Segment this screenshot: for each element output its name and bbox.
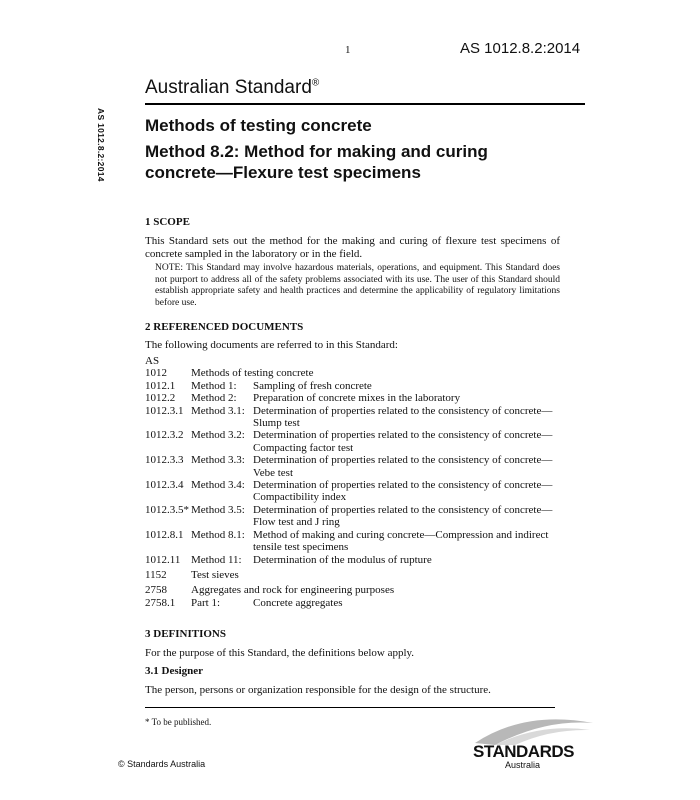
reference-title	[253, 554, 565, 566]
definitions-heading: 3 DEFINITIONS	[145, 628, 226, 640]
reference-title	[191, 569, 565, 581]
reference-method: Method 1:	[191, 379, 237, 392]
reference-title	[253, 429, 565, 454]
logo-subtext: Australia	[505, 760, 541, 770]
reference-title-line: Determination of properties related to the consistency of concrete—	[253, 454, 553, 467]
reference-number: 1012	[145, 367, 167, 380]
scope-heading: 1 SCOPE	[145, 216, 190, 228]
reference-number: 1152	[145, 568, 167, 581]
brand-name: Australian Standard	[145, 77, 312, 98]
reference-title-line: Determination of properties related to the consistency of concrete—	[253, 479, 553, 492]
reference-number: 2758.1	[145, 596, 176, 609]
reference-prefix: AS	[145, 355, 160, 367]
reference-title	[191, 367, 565, 379]
reference-row	[145, 529, 565, 554]
reference-number: 1012.2	[145, 392, 176, 405]
reference-title-line: Determination of properties related to the consistency of concrete—	[253, 404, 553, 417]
reference-row	[145, 504, 565, 529]
reference-title-line: Determination of properties related to the consistency of concrete—	[253, 503, 553, 516]
reference-row	[145, 479, 565, 504]
designer-heading: 3.1 Designer	[145, 665, 204, 677]
reference-row	[145, 454, 565, 479]
reference-method: Method 3.3:	[191, 454, 245, 467]
reference-title	[253, 405, 565, 430]
references-heading: 2 REFERENCED DOCUMENTS	[145, 321, 304, 333]
reference-method: Method 3.4:	[191, 479, 245, 492]
footnote: * To be published.	[145, 717, 212, 727]
reference-row	[145, 569, 565, 581]
reference-title-continuation: Slump test	[253, 417, 300, 430]
reference-row	[145, 405, 565, 430]
reference-row	[145, 584, 565, 596]
reference-title-line: Methods of testing concrete	[191, 367, 314, 380]
reference-title-continuation: Vebe test	[253, 466, 294, 479]
logo-wordmark: STANDARDS	[473, 742, 574, 761]
reference-row	[145, 429, 565, 454]
reference-title	[253, 529, 565, 554]
reference-number: 2758	[145, 584, 167, 597]
reference-method: Method 3.2:	[191, 429, 245, 442]
reference-number: 1012.3.3	[145, 454, 184, 467]
references-intro: The following documents are referred to in this Standard:	[145, 339, 398, 351]
definitions-intro: For the purpose of this Standard, the definitions below apply.	[145, 647, 415, 659]
reference-title-line: Concrete aggregates	[253, 596, 343, 609]
reference-method: Method 3.1:	[191, 404, 245, 417]
reference-number: 1012.3.4	[145, 479, 184, 492]
reference-title-continuation: Compactibility index	[253, 491, 347, 504]
header-rule	[145, 103, 585, 105]
reference-title	[253, 392, 565, 404]
copyright: © Standards Australia	[118, 759, 206, 769]
reference-title-continuation: tensile test specimens	[253, 541, 349, 554]
reference-title	[191, 584, 565, 596]
reference-title	[253, 597, 565, 609]
scope-note: NOTE: This Standard may involve hazardous materials, operations, and equipment. This Standard does not purport to address all of the safety problems associated with its use. The user of this Standard should establish appropriate safety and health practices and determine the applicability of regulatory limitations before use.	[155, 263, 560, 308]
reference-row	[145, 554, 565, 566]
reference-title-line: Determination of the modulus of rupture	[253, 553, 432, 566]
reference-title-continuation: Flow test and J ring	[253, 516, 340, 529]
title-line-2	[145, 141, 488, 183]
reference-title	[253, 454, 565, 479]
reference-title-line: Sampling of fresh concrete	[253, 379, 372, 392]
reference-title	[253, 479, 565, 504]
reference-method: Method 8.1:	[191, 528, 245, 541]
reference-number: 1012.1	[145, 379, 176, 392]
reference-method: Part 1:	[191, 596, 221, 609]
page-number: 1	[345, 44, 351, 56]
title-line-2b: concrete—Flexure test specimens	[145, 163, 421, 182]
reference-title-line: Method of making and curing concrete—Compression and indirect	[253, 528, 549, 541]
reference-number: 1012.8.1	[145, 528, 184, 541]
reference-method: Method 2:	[191, 392, 237, 405]
reference-title	[253, 380, 565, 392]
title-line-1: Methods of testing concrete	[145, 116, 372, 135]
registered-mark: ®	[311, 77, 320, 89]
reference-number: 1012.3.2	[145, 429, 184, 442]
reference-method: Method 3.5:	[191, 503, 245, 516]
reference-row	[145, 392, 565, 404]
document-id: AS 1012.8.2:2014	[460, 40, 581, 57]
reference-row	[145, 380, 565, 392]
reference-number: 1012.11	[145, 553, 181, 566]
reference-row	[145, 367, 565, 379]
reference-row	[145, 597, 565, 609]
scope-text: This Standard sets out the method for the making and curing of flexure test specimens of concrete sampled in the laboratory or in the field.	[145, 235, 560, 260]
spine-label: AS 1012.8.2:2014	[96, 108, 106, 182]
designer-text: The person, persons or organization responsible for the design of the structure.	[145, 684, 491, 696]
reference-title	[253, 504, 565, 529]
reference-title-line: Determination of properties related to the consistency of concrete—	[253, 429, 553, 442]
reference-list	[145, 355, 565, 609]
reference-title-line: Test sieves	[191, 568, 239, 581]
reference-title-line: Aggregates and rock for engineering purposes	[191, 584, 395, 597]
reference-number: 1012.3.5*	[145, 503, 189, 516]
title-line-2a: Method 8.2: Method for making and curing	[145, 142, 488, 161]
reference-method: Method 11:	[191, 553, 242, 566]
reference-number: 1012.3.1	[145, 404, 184, 417]
brand-title	[145, 77, 319, 99]
reference-title-continuation: Compacting factor test	[253, 441, 354, 454]
reference-title-line: Preparation of concrete mixes in the laboratory	[253, 392, 461, 405]
